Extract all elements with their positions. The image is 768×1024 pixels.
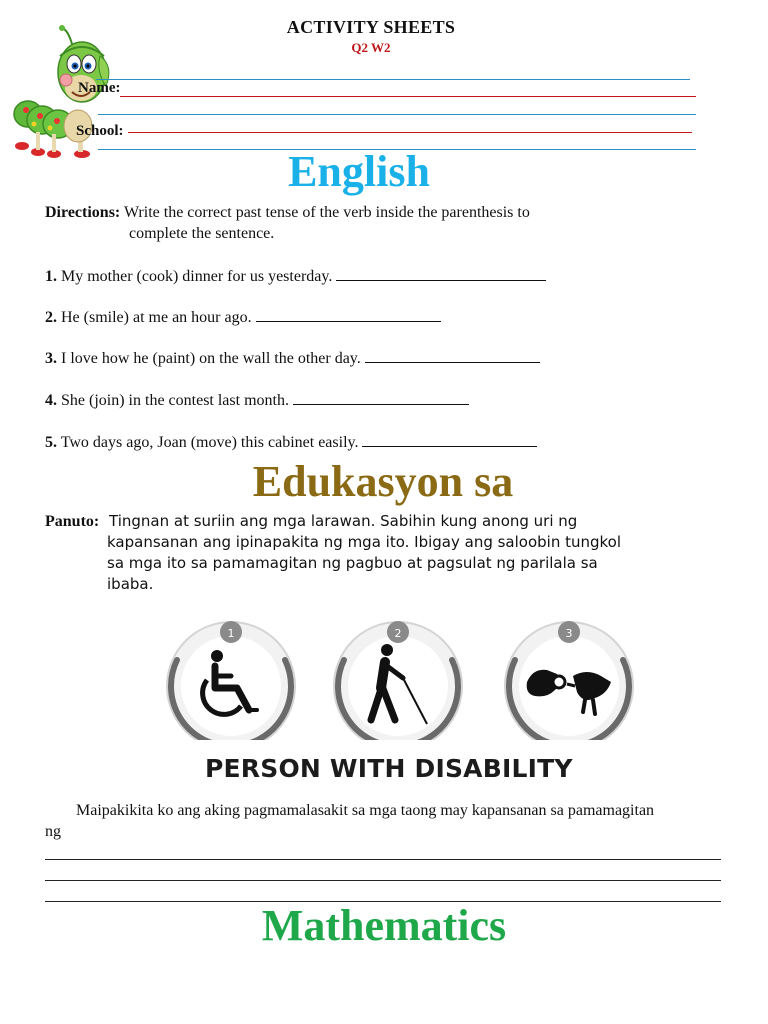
english-directions [45, 202, 530, 223]
panuto-line: ibaba. [107, 575, 154, 593]
math-heading: Mathematics [261, 901, 507, 950]
name-input-line[interactable] [120, 96, 696, 97]
directions-label: Directions: [45, 204, 121, 221]
directions-text: Write the correct past tense of the verb inside the parenthesis to [123, 204, 530, 221]
school-input-line[interactable] [128, 132, 692, 133]
item-number: 1. [45, 268, 57, 285]
page-title: ACTIVITY SHEETS [286, 17, 456, 37]
disability-circle-1 [167, 621, 295, 740]
school-label: School: [76, 123, 124, 139]
figure-number: 1 [227, 627, 235, 640]
item-text: Two days ago, Joan (move) this cabinet easily. [60, 434, 359, 451]
english-item [45, 307, 441, 327]
english-item [45, 266, 546, 286]
rule-line [96, 79, 690, 80]
english-item [45, 432, 537, 452]
esp-heading: Edukasyon sa [252, 457, 514, 506]
panuto-label: Panuto: [45, 513, 100, 530]
panuto-line: sa mga ito sa pamamagitan ng pagbuo at pagsulat ng parilala sa [107, 554, 598, 572]
answer-blank[interactable] [362, 432, 537, 447]
item-text: My mother (cook) dinner for us yesterday. [61, 268, 333, 285]
disability-circle-3 [505, 621, 633, 740]
item-text: She (join) in the contest last month. [61, 392, 289, 409]
item-number: 5. [45, 434, 57, 451]
rule-line [98, 114, 696, 115]
esp-prompt: Maipakikita ko ang aking pagmamalasakit sa mga taong may kapansanan sa pamamagitan [76, 802, 655, 819]
answer-blank[interactable] [293, 390, 469, 405]
answer-blank[interactable] [256, 307, 441, 322]
item-text: I love how he (paint) on the wall the other day. [61, 350, 361, 367]
item-number: 2. [45, 309, 57, 326]
english-item [45, 348, 540, 368]
esp-prompt-cont: ng [45, 823, 61, 840]
answer-blank[interactable] [365, 348, 540, 363]
disability-figure [155, 620, 655, 740]
answer-blank[interactable] [336, 266, 546, 281]
quarter-week-label: Q2 W2 [351, 40, 391, 55]
answer-line[interactable] [45, 880, 721, 881]
figure-number: 2 [394, 627, 402, 640]
item-text: He (smile) at me an hour ago. [61, 309, 252, 326]
figure-caption: PERSON WITH DISABILITY [205, 754, 573, 783]
english-heading: English [288, 147, 430, 196]
answer-line[interactable] [45, 859, 721, 860]
disability-circle-2 [334, 621, 462, 740]
panuto-line: Tingnan at suriin ang mga larawan. Sabihin kung anong uri ng [109, 512, 578, 530]
item-number: 3. [45, 350, 57, 367]
english-item [45, 390, 469, 410]
panuto-line: kapansanan ang ipinapakita ng mga ito. Ibigay ang saloobin tungkol [107, 533, 622, 551]
figure-number: 3 [565, 627, 573, 640]
name-label: Name: [78, 80, 121, 96]
item-number: 4. [45, 392, 57, 409]
directions-text-cont: complete the sentence. [129, 225, 275, 242]
